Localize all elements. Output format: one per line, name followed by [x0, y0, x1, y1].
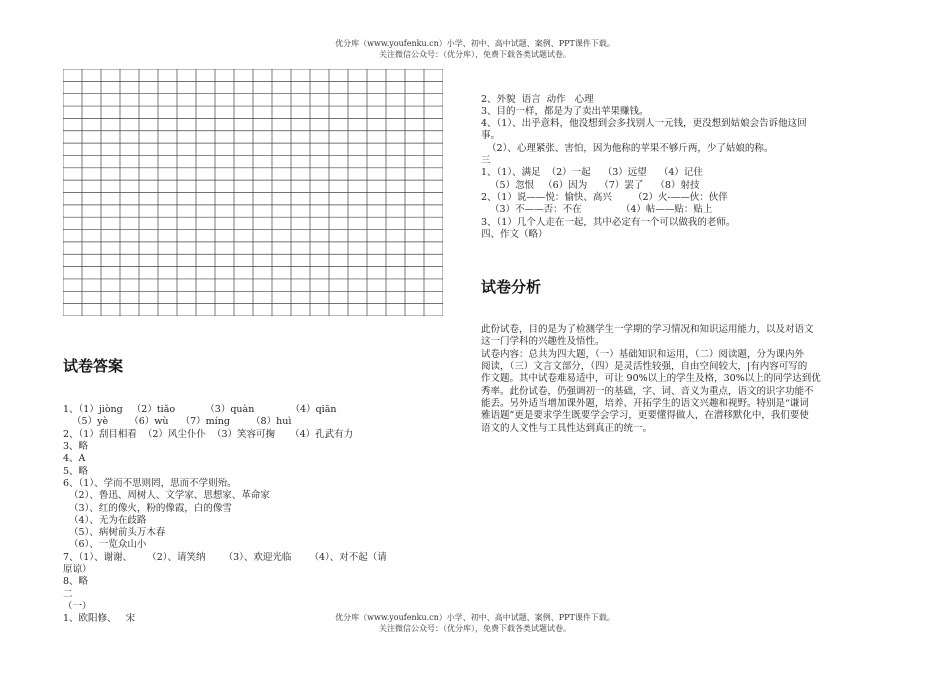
answer-line: 5、略 — [63, 465, 89, 477]
answer-line: 4、A — [63, 453, 86, 465]
writing-grid — [63, 69, 443, 316]
analysis-line: 此份试卷，目的是为了检测学生一学期的学习情况和知识运用能力，以及对语文 — [481, 324, 814, 336]
answer-line: （5）yè （6）wù （7）míng （8）huì — [63, 416, 292, 428]
analysis-line: 试卷内容：总共为四大题，（一）基础知识和运用，（二）阅读题，分为课内外 — [481, 348, 805, 360]
analysis-lines — [481, 324, 881, 435]
answer-line: （6）、一览众山小 — [63, 539, 147, 551]
answer-line: （一） — [63, 600, 92, 612]
answer-line: 2、外貌 语言 动作 心理 — [481, 93, 594, 105]
answer-line: （2）、鲁迅、周树人、文学家、思想家、革命家 — [63, 490, 270, 502]
answer-line: 四、作文（略） — [481, 228, 548, 240]
analysis-line: 作文题。其中试卷难易适中，可让 90%以上的学生及格，30%以上的同学达到优 — [481, 373, 821, 385]
answers-title: 试卷答案 — [63, 356, 124, 375]
footer-line-2: 关注微信公众号：（优分库），免费下载各类试题试卷。 — [379, 624, 571, 633]
answer-line: 2、（1）刮目相看 （2）风尘仆仆 （3）笑容可掬 （4）孔武有力 — [63, 428, 354, 440]
answer-line: （3）不——否：不在 （4）帖——贴：贴上 — [481, 204, 713, 216]
answer-line: （5）忽恨 （6）因为 （7）罢了 （8）射技 — [481, 179, 700, 191]
answer-line: 1、欧阳修、 宋 — [63, 613, 136, 625]
answer-line: 三 — [481, 155, 491, 167]
analysis-line: 雅语题”更是要求学生既要学会学习，更要懂得做人，在潜移默化中，我们要使 — [481, 410, 809, 422]
page-header — [0, 38, 950, 60]
analysis-line: 秀率。此份试卷，仍强调初一的基础，字、词、音义为重点，语文的识字功能不 — [481, 385, 814, 397]
right-answers-section — [481, 69, 876, 253]
answer-line: 事。 — [481, 130, 501, 142]
analysis-section — [481, 252, 881, 447]
header-line-2: 关注微信公众号：（优分库），免费下载各类试题试卷。 — [379, 50, 571, 59]
header-line-1: 优分库（www.youfenku.cn）小学、初中、高中试题、案例、PPT课件下载。 — [335, 39, 615, 48]
analysis-line: 语文的人文性与工具性达到真正的统一。 — [481, 422, 653, 434]
right-answers-lines — [481, 94, 876, 242]
analysis-line: 阅读，（三）文言文部分，（四）是灵活性较强，自由空间较大，|有内容可写的 — [481, 361, 808, 373]
answer-line: 1、（1）、满足 （2）一起 （3）远望 （4）记住 — [481, 167, 703, 179]
answers-lines — [63, 404, 453, 625]
analysis-title: 试卷分析 — [481, 277, 542, 296]
answer-line: 二 — [63, 588, 73, 600]
answer-line: （5）、病树前头万木春 — [63, 527, 166, 539]
answers-section — [63, 331, 453, 638]
answer-line: 1、（1）jiòng （2）tiǎo （3）quàn （4）qiān — [63, 404, 337, 416]
answer-line: （4）、无为在歧路 — [63, 514, 147, 526]
analysis-line: 能丢。另外适当增加课外题，培养、开拓学生的语文兴趣和视野。特别是“谦词 — [481, 397, 809, 409]
answer-line: 3、（1）几个人走在一起，其中必定有一个可以做我的老师。 — [481, 216, 736, 228]
answer-line: 4、（1）、出乎意料，他没想到会多找别人一元钱，更没想到姑娘会告诉他这回 — [481, 118, 807, 130]
answer-line: 2、（1）说——悦：愉快、高兴 （2）火-——伙：伙伴 — [481, 191, 728, 203]
footer-line-1: 优分库（www.youfenku.cn）小学、初中、高中试题、案例、PPT课件下载。 — [335, 613, 615, 622]
answer-line: 7、（1）、谢谢、 （2）、请笑纳 （3）、欢迎光临 （4）、对不起（请 — [63, 551, 387, 563]
answer-line: （3）、红的像火，粉的像霞，白的像雪 — [63, 502, 232, 514]
analysis-line: 这一门学科的兴趣性及悟性。 — [481, 336, 605, 348]
answer-line: 原谅） — [63, 564, 92, 576]
answer-line: 3、目的一样，都是为了卖出苹果赚钱。 — [481, 105, 649, 117]
answer-line: 6、（1）、学而不思则罔，思而不学则殆。 — [63, 477, 237, 489]
answer-line: 3、略 — [63, 441, 89, 453]
answer-line: （2）、心理紧张、害怕，因为他称的苹果不够斤两，少了姑娘的称。 — [481, 142, 774, 154]
answer-line: 8、略 — [63, 576, 89, 588]
page-footer — [0, 612, 950, 634]
